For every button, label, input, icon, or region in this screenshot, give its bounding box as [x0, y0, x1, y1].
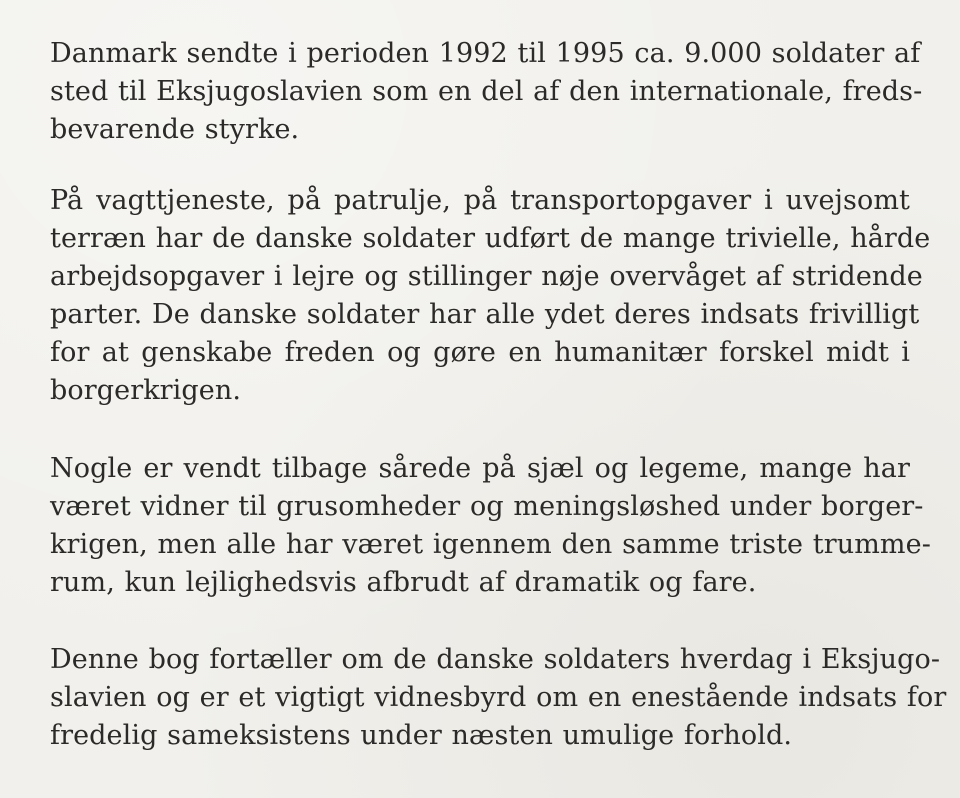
text-line: fredelig sameksistens under næsten umulige forhold.: [50, 720, 793, 751]
text-line: bevarende styrke.: [50, 114, 300, 145]
paragraph-4: [50, 641, 947, 755]
text-line: borgerkrigen.: [50, 375, 242, 406]
text-line: arbejdsopgaver i lejre og stillinger nøje overvåget af stridende: [50, 261, 923, 292]
paragraph-2: [50, 182, 931, 410]
text-line: Denne bog fortæller om de danske soldaters hverdag i Eksjugo-: [50, 644, 941, 675]
paragraph-3: [50, 450, 931, 602]
text-line: været vidner til grusomheder og meningsløshed under borger-: [50, 491, 924, 522]
text-line: sted til Eksjugoslavien som en del af den internationale, freds-: [50, 76, 923, 107]
text-line: terræn har de danske soldater udført de mange trivielle, hårde: [50, 223, 931, 254]
text-line: rum, kun lejlighedsvis afbrudt af dramatik og fare.: [50, 567, 757, 598]
text-line: parter. De danske soldater har alle ydet deres indsats frivilligt: [50, 299, 920, 330]
text-line: På vagttjeneste, på patrulje, på transportopgaver i uvejsomt: [50, 185, 910, 216]
text-line: for at genskabe freden og gøre en humanitær forskel midt i: [50, 337, 910, 368]
text-line: Nogle er vendt tilbage sårede på sjæl og legeme, mange har: [50, 453, 910, 484]
paragraph-1: [50, 35, 923, 149]
text-line: krigen, men alle har været igennem den samme triste trumme-: [50, 529, 931, 560]
text-line: slavien og er et vigtigt vidnesbyrd om en enestående indsats for: [50, 682, 947, 713]
text-line: Danmark sendte i perioden 1992 til 1995 ca. 9.000 soldater af: [50, 38, 921, 69]
